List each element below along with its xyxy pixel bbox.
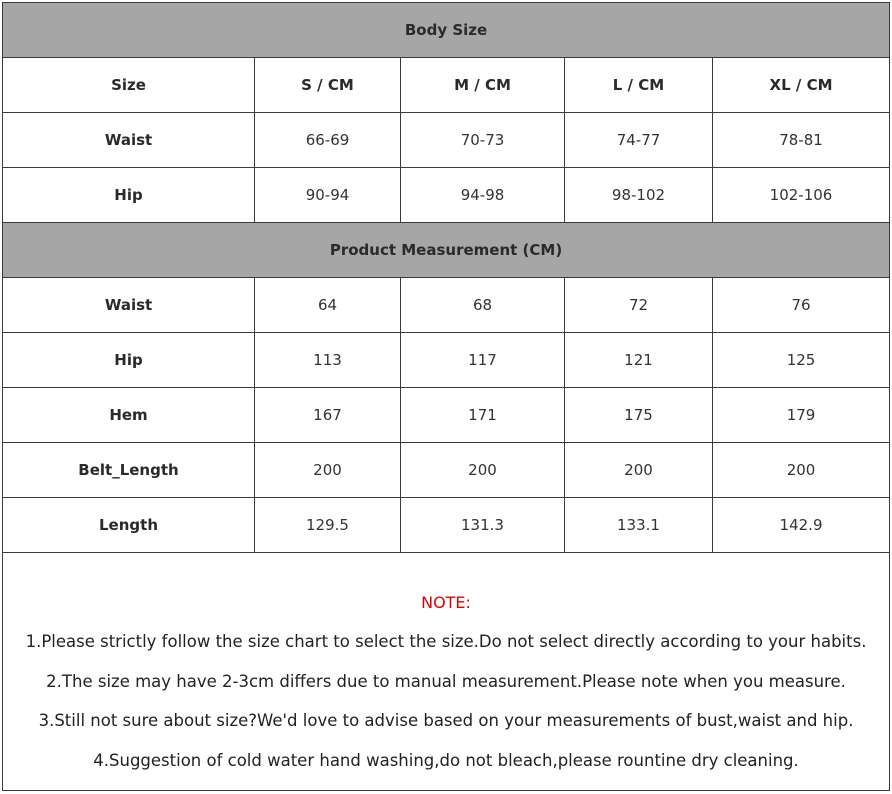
table-cell: 78-81 bbox=[713, 113, 890, 168]
table-cell: 175 bbox=[565, 388, 713, 443]
product-measurement-header-row bbox=[3, 223, 890, 278]
table-cell: 200 bbox=[713, 443, 890, 498]
table-cell: 200 bbox=[565, 443, 713, 498]
table-row bbox=[3, 333, 890, 388]
row-label-hip: Hip bbox=[3, 168, 255, 223]
column-header-m: M / CM bbox=[401, 58, 565, 113]
table-cell: 121 bbox=[565, 333, 713, 388]
notes-row bbox=[3, 553, 890, 791]
column-header-row bbox=[3, 58, 890, 113]
table-cell: 94-98 bbox=[401, 168, 565, 223]
column-header-s: S / CM bbox=[255, 58, 401, 113]
table-cell: 68 bbox=[401, 278, 565, 333]
body-size-header-row bbox=[3, 3, 890, 58]
note-line-4: 4.Suggestion of cold water hand washing,do not bleach,please rountine dry cleaning. bbox=[93, 750, 799, 770]
table-cell: 72 bbox=[565, 278, 713, 333]
row-label-waist: Waist bbox=[3, 113, 255, 168]
table-cell: 129.5 bbox=[255, 498, 401, 553]
notes-section bbox=[3, 553, 890, 791]
table-cell: 102-106 bbox=[713, 168, 890, 223]
row-label-belt-length: Belt_Length bbox=[3, 443, 255, 498]
table-row bbox=[3, 113, 890, 168]
table-cell: 179 bbox=[713, 388, 890, 443]
row-label-hem: Hem bbox=[3, 388, 255, 443]
table-cell: 125 bbox=[713, 333, 890, 388]
body-size-title: Body Size bbox=[3, 3, 890, 58]
row-label-waist: Waist bbox=[3, 278, 255, 333]
table-cell: 70-73 bbox=[401, 113, 565, 168]
table-cell: 133.1 bbox=[565, 498, 713, 553]
table-cell: 117 bbox=[401, 333, 565, 388]
note-line-3: 3.Still not sure about size?We'd love to advise based on your measurements of bust,waist and hip. bbox=[38, 711, 854, 730]
table-cell: 74-77 bbox=[565, 113, 713, 168]
table-row bbox=[3, 498, 890, 553]
table-cell: 200 bbox=[401, 443, 565, 498]
note-line-1: 1.Please strictly follow the size chart to select the size.Do not select directly according to your habits. bbox=[25, 632, 867, 651]
note-title: NOTE: bbox=[421, 593, 471, 612]
table-row bbox=[3, 443, 890, 498]
column-header-xl: XL / CM bbox=[713, 58, 890, 113]
table-cell: 171 bbox=[401, 388, 565, 443]
row-label-hip: Hip bbox=[3, 333, 255, 388]
row-label-length: Length bbox=[3, 498, 255, 553]
table-row bbox=[3, 388, 890, 443]
table-cell: 64 bbox=[255, 278, 401, 333]
table-cell: 167 bbox=[255, 388, 401, 443]
table-row bbox=[3, 168, 890, 223]
table-cell: 131.3 bbox=[401, 498, 565, 553]
table-row bbox=[3, 278, 890, 333]
table-cell: 113 bbox=[255, 333, 401, 388]
notes-container bbox=[3, 553, 889, 771]
product-measurement-title: Product Measurement (CM) bbox=[3, 223, 890, 278]
table-cell: 90-94 bbox=[255, 168, 401, 223]
table-cell: 200 bbox=[255, 443, 401, 498]
note-line-2: 2.The size may have 2-3cm differs due to manual measurement.Please note when you measure. bbox=[46, 671, 846, 691]
table-cell: 76 bbox=[713, 278, 890, 333]
column-header-size: Size bbox=[3, 58, 255, 113]
table-cell: 98-102 bbox=[565, 168, 713, 223]
table-cell: 66-69 bbox=[255, 113, 401, 168]
table-cell: 142.9 bbox=[713, 498, 890, 553]
size-chart-table bbox=[2, 2, 890, 791]
column-header-l: L / CM bbox=[565, 58, 713, 113]
